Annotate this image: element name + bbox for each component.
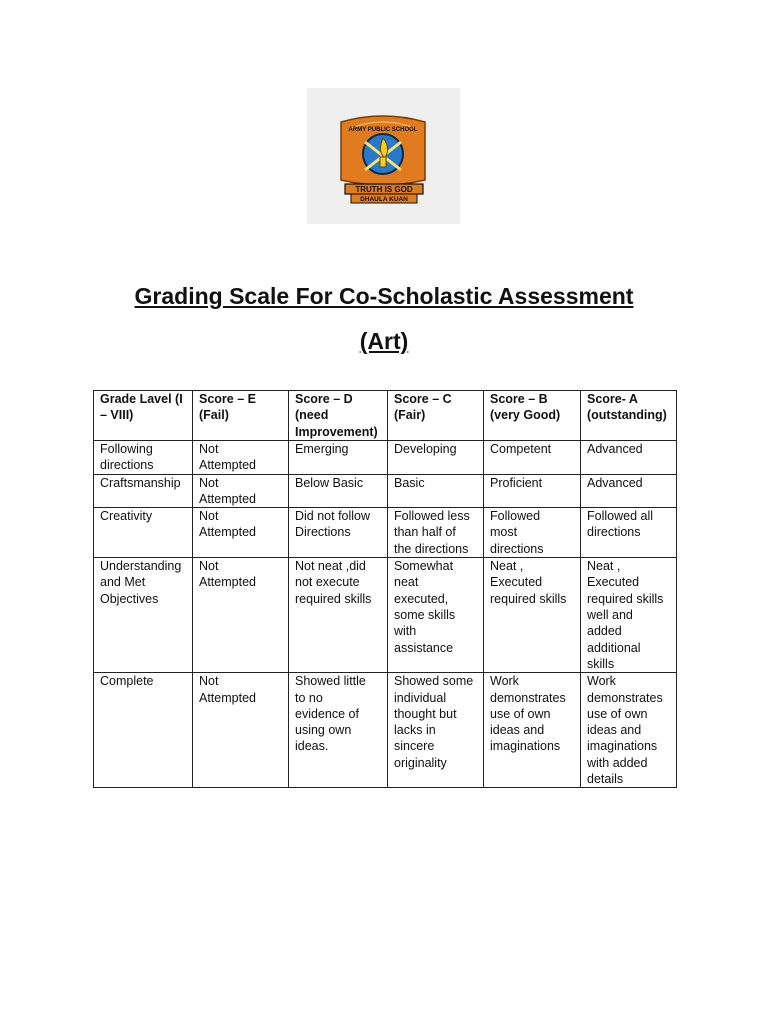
grading-table [93,390,677,788]
table-cell: Not Attempted [193,508,289,558]
table-cell: Below Basic [289,474,388,508]
table-cell: Not Attempted [193,441,289,475]
header-cell: Score – C (Fair) [388,391,484,441]
table-cell: Understanding and Met Objectives [94,558,193,673]
school-logo [307,88,460,224]
table-cell: Creativity [94,508,193,558]
table-cell: Following directions [94,441,193,475]
table-row [94,673,677,788]
table-cell: Developing [388,441,484,475]
table-cell: Showed some individual thought but lacks in sincere originality [388,673,484,788]
header-cell: Score- A (outstanding) [581,391,677,441]
table-header-row [94,391,677,441]
table-cell: Neat , Executed required skills well and added additional skills [581,558,677,673]
logo-motto-text: TRUTH IS GOD [355,185,413,194]
logo-arc-text: ARMY PUBLIC SCHOOL [348,127,418,133]
table-cell: Followed less than half of the directions [388,508,484,558]
table-row [94,508,677,558]
logo-location-text: DHAULA KUAN [360,196,408,203]
header-cell: Score – E (Fail) [193,391,289,441]
torch-handle [380,157,386,167]
table-row [94,558,677,673]
table-cell: Advanced [581,441,677,475]
table-cell: Not neat ,did not execute required skills [289,558,388,673]
table-cell: Followed most directions [484,508,581,558]
header-cell: Grade Lavel (I – VIII) [94,391,193,441]
table-cell: Competent [484,441,581,475]
table-row [94,441,677,475]
table-cell: Neat , Executed required skills [484,558,581,673]
table-cell: Emerging [289,441,388,475]
table-cell: Not Attempted [193,474,289,508]
table-cell: Somewhat neat executed, some skills with assistance [388,558,484,673]
table-cell: Not Attempted [193,673,289,788]
table-cell: Work demonstrates use of own ideas and imaginations with added details [581,673,677,788]
table-cell: Followed all directions [581,508,677,558]
table-row [94,474,677,508]
page-subtitle: (Art) [359,328,409,354]
header-cell: Score – B (very Good) [484,391,581,441]
table-cell: Complete [94,673,193,788]
table-cell: Did not follow Directions [289,508,388,558]
table-cell: Advanced [581,474,677,508]
table-cell: Work demonstrates use of own ideas and imaginations [484,673,581,788]
table-cell: Not Attempted [193,558,289,673]
school-crest-image [307,88,460,224]
table-cell: Showed little to no evidence of using own ideas. [289,673,388,788]
header-cell: Score – D (need Improvement) [289,391,388,441]
table-cell: Craftsmanship [94,474,193,508]
table-cell: Proficient [484,474,581,508]
table-cell: Basic [388,474,484,508]
page-title: Grading Scale For Co-Scholastic Assessment [134,283,634,309]
